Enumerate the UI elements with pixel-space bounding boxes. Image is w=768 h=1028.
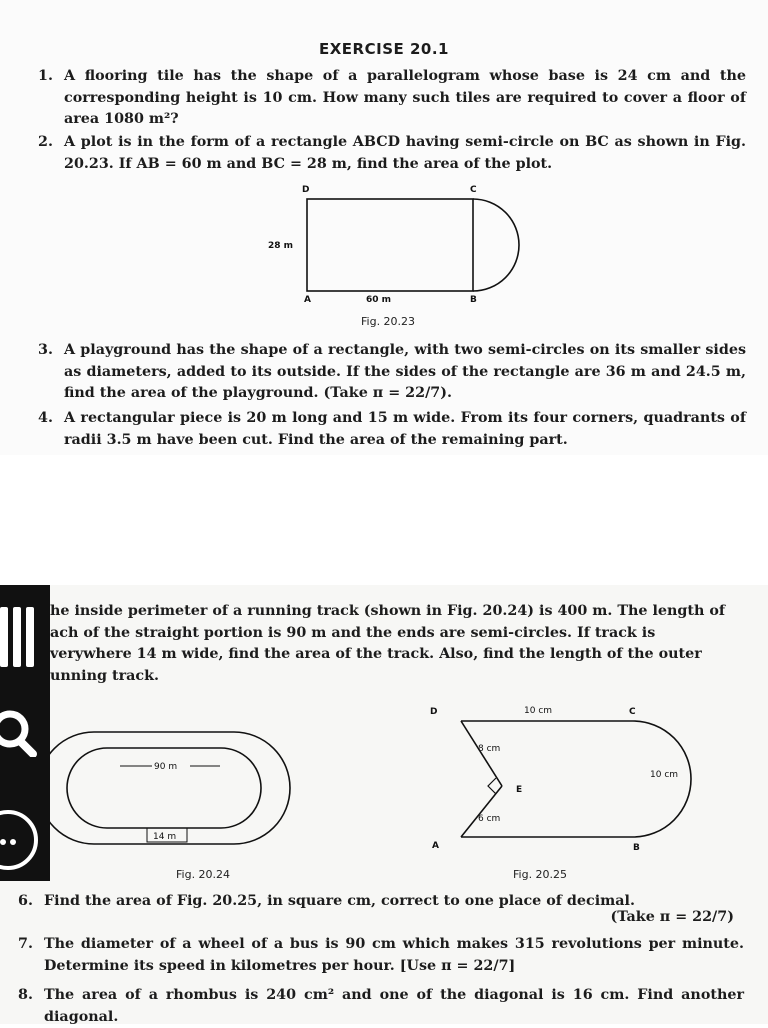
menu-icon[interactable] [0,607,50,667]
plot-semicircle [473,199,519,291]
exercise-title: EXERCISE 20.1 [319,40,449,58]
question-1 [38,66,746,131]
question-text: Find the area of Fig. 20.25, in square cm, correct to one place of decimal. [44,893,635,909]
question-5 [50,601,738,687]
label-straight: 90 m [154,762,178,772]
label-de: 8 cm [478,744,501,754]
figure-20-24 [34,730,294,850]
label-side: 28 m [268,241,294,251]
figure-20-23 [262,182,532,312]
label-base: 60 m [366,295,392,305]
question-8 [18,985,744,1028]
left-overlay-toolbar [0,585,50,881]
label-width: 14 m [153,832,177,842]
figure-caption: Fig. 20.25 [513,868,568,881]
question-text: A playground has the shape of a rectangle, with two semi-circles on its smaller sides as diameters, added to its outside. If the sides of the rectangle are 36 m and 24.5 m, find the area of the playground. (Take π = 22/7). [64,342,746,401]
question-7 [18,934,744,977]
label-right: 10 cm [650,770,679,780]
take-pi-note: (Take π = 22/7) [610,909,734,925]
question-number: 1. [38,68,53,84]
search-icon[interactable] [0,707,50,757]
label-a: A [304,295,311,305]
question-text: The area of a rhombus is 240 cm² and one of the diagonal is 16 cm. Find another diagonal. [44,987,744,1025]
label-c: C [629,707,636,717]
label-c: C [470,185,477,195]
label-b: B [633,843,640,853]
question-number: 3. [38,342,53,358]
question-text: The diameter of a wheel of a bus is 90 cm which makes 315 revolutions per minute. Determine its speed in kilometres per hour. [Use π = 22/7] [44,936,744,974]
label-ea: 6 cm [478,814,501,824]
label-d: D [430,707,438,717]
question-4 [38,408,746,451]
question-number: 7. [18,936,33,952]
label-d: D [302,185,310,195]
label-top: 10 cm [524,706,553,716]
question-number: 8. [18,987,33,1003]
question-text: he inside perimeter of a running track (shown in Fig. 20.24) is 400 m. The length of ach of the straight portion is 90 m and the ends are semi-circles. If track is verywhere 14 m wide, find the area of the track. Also, find the length of the outer unning track. [50,603,726,684]
page-gap [0,455,768,585]
question-text: A plot is in the form of a rectangle ABCD having semi-circle on BC as shown in Fig. 20.23. If AB = 60 m and BC = 28 m, find the area of the plot. [64,134,746,172]
question-3 [38,340,746,405]
question-2 [38,132,746,175]
question-text: A flooring tile has the shape of a parallelogram whose base is 24 cm and the corresponding height is 10 cm. How many such tiles are required to cover a floor of area 1080 m²? [64,68,746,127]
question-number: 2. [38,134,53,150]
figure-caption: Fig. 20.23 [361,315,416,328]
label-e: E [516,785,523,795]
question-number: 6. [18,893,33,909]
inner-track [67,748,261,828]
question-text: A rectangular piece is 20 m long and 15 m wide. From its four corners, quadrants of radii 3.5 m have been cut. Find the area of the remaining part. [64,410,746,448]
label-a: A [432,841,439,851]
more-icon[interactable] [0,810,50,870]
right-angle-mark [488,778,496,794]
figure-20-25 [420,700,720,860]
label-b: B [470,295,477,305]
plot-rectangle [307,199,473,291]
question-number: 4. [38,410,53,426]
figure-caption: Fig. 20.24 [176,868,231,881]
